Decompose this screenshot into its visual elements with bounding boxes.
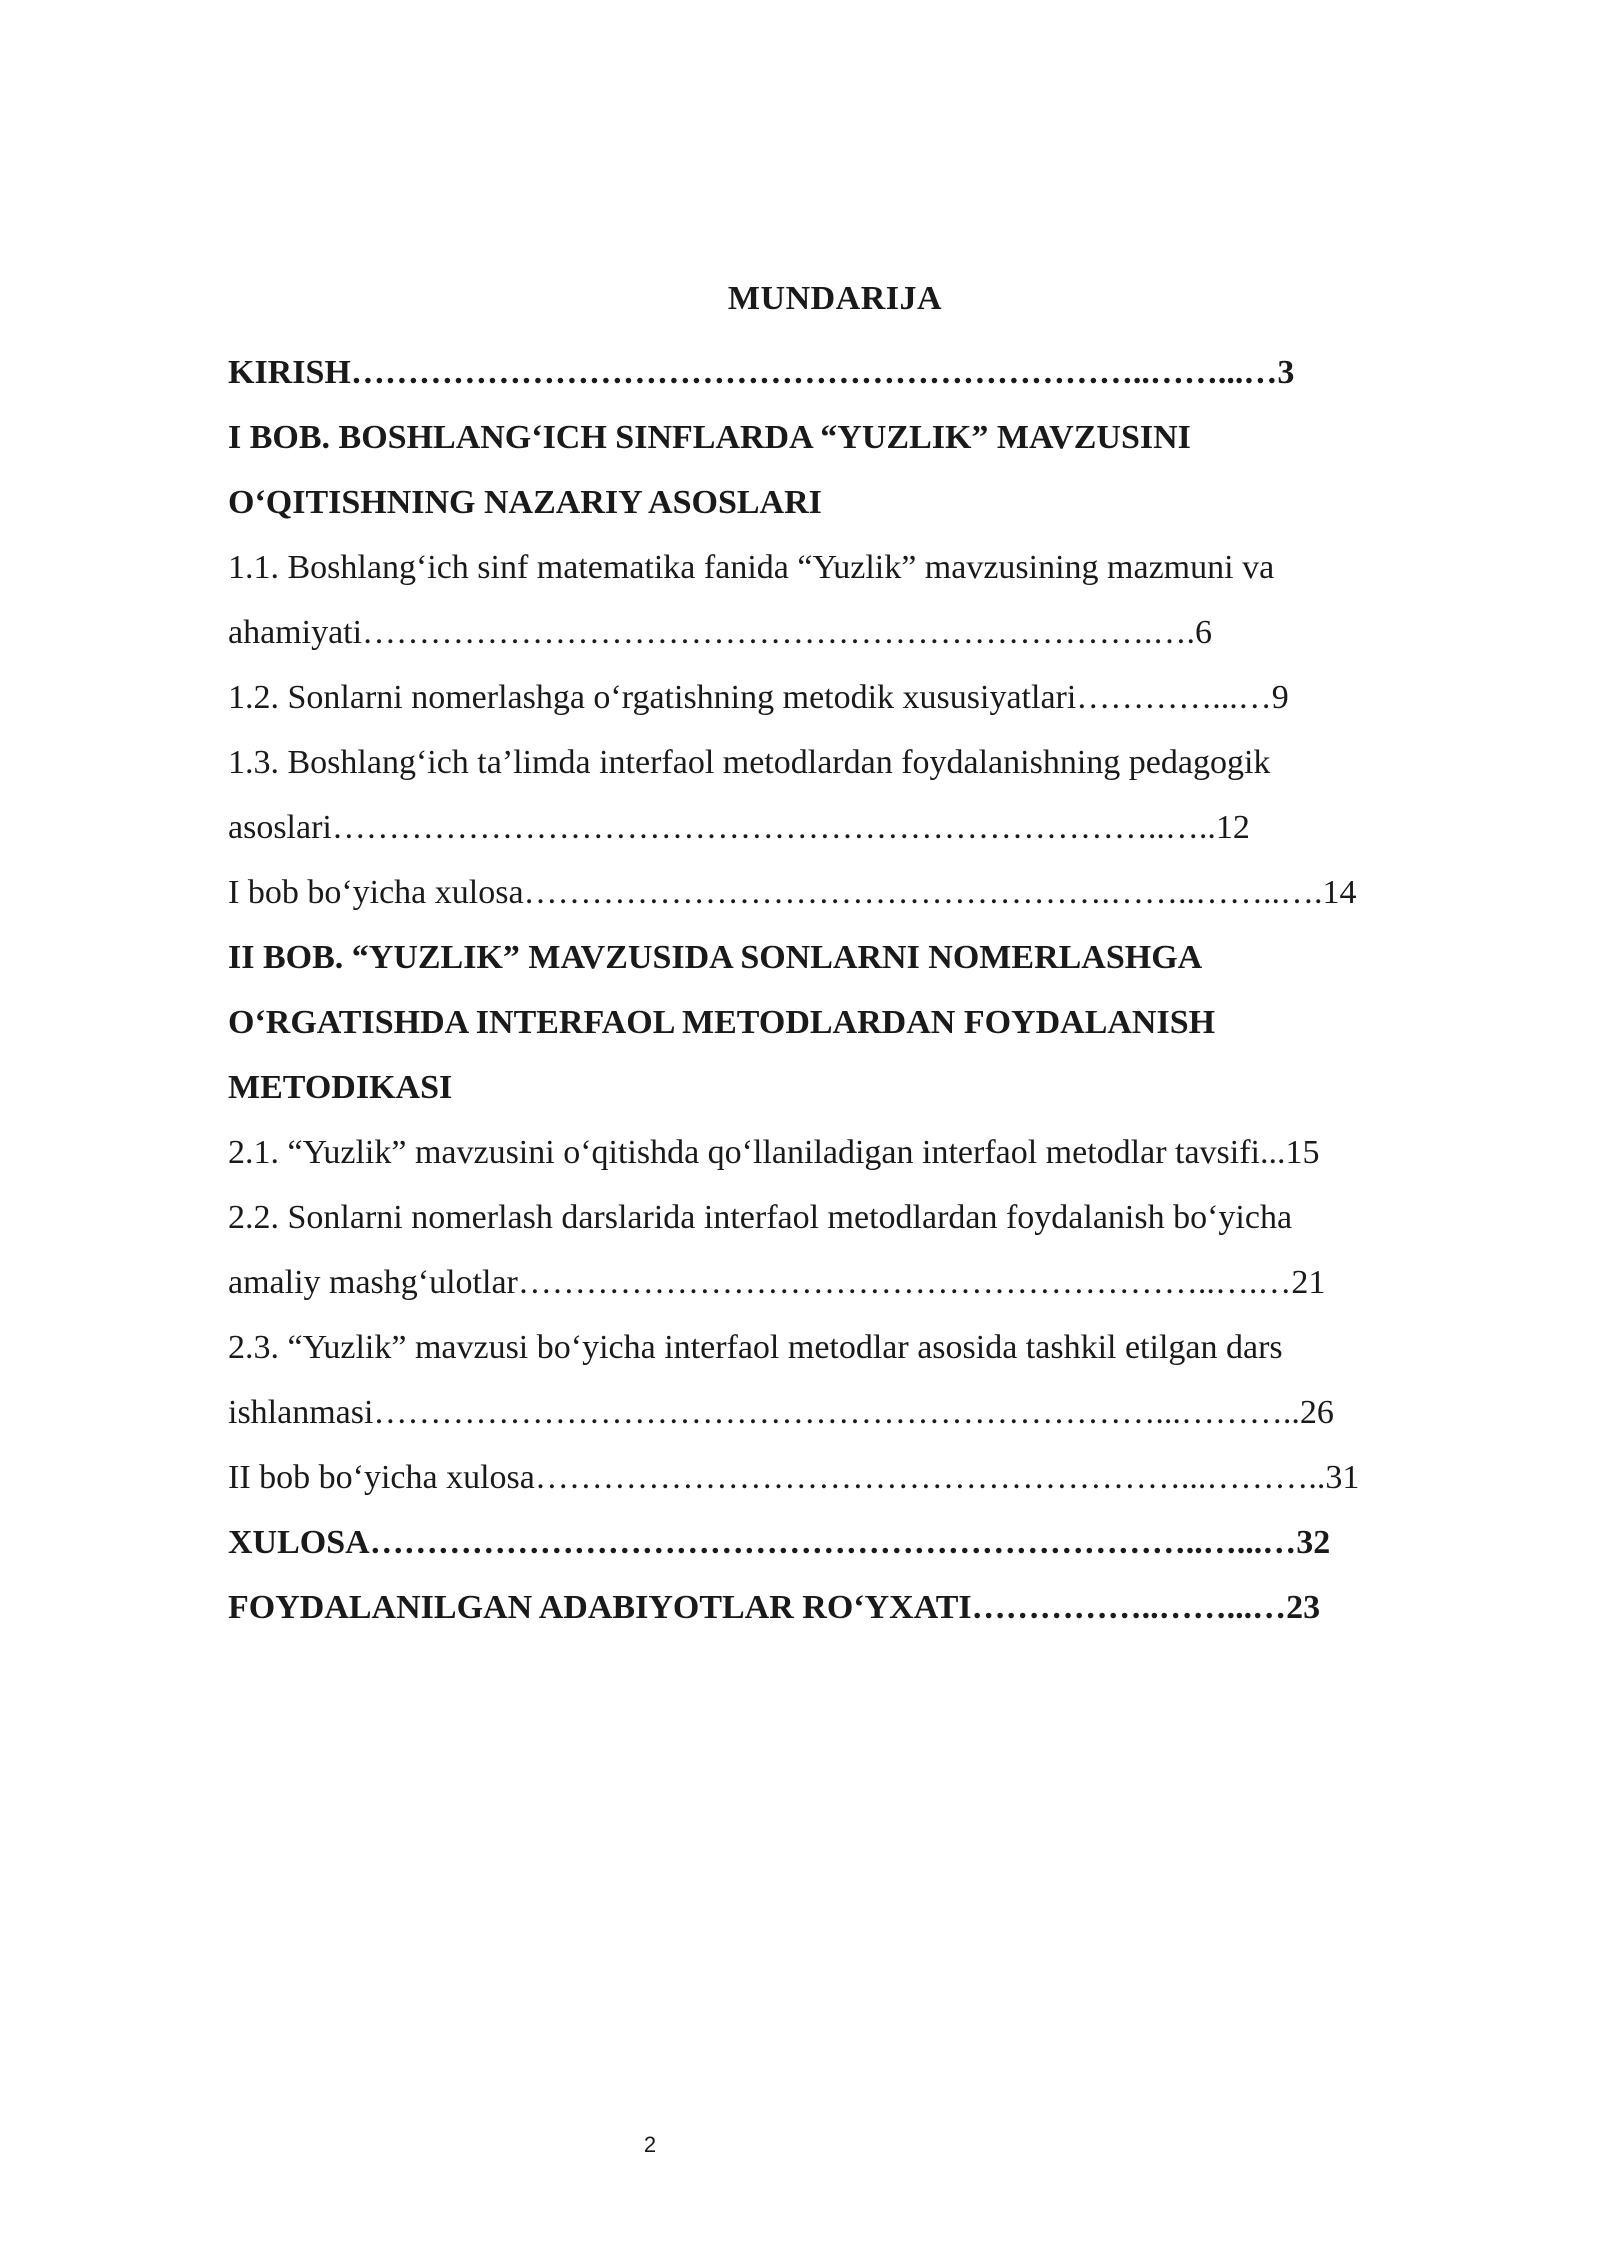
page-number: 2: [643, 2132, 657, 2157]
toc-line-chapter-1-heading-cont: O‘QITISHNING NAZARIY ASOSLARI: [228, 484, 822, 521]
toc-line-chapter-2-heading: II BOB. “YUZLIK” MAVZUSIDA SONLARNI NOMERLASHGA: [228, 939, 1203, 976]
toc-line-section-2-3-cont: ishlanmasi……………………………………………………………...………..26: [228, 1394, 1334, 1431]
toc-line-section-2-2-cont: amaliy mashg‘ulotlar……………………………………………………..….…21: [228, 1264, 1326, 1301]
toc-line-references: FOYDALANILGAN ADABIYOTLAR RO‘YXATI……………..……...…23: [228, 1589, 1321, 1626]
toc-line-section-2-2: 2.2. Sonlarni nomerlash darslarida interfaol metodlardan foydalanish bo‘yicha: [228, 1199, 1293, 1236]
toc-line-section-2-1: 2.1. “Yuzlik” mavzusini o‘qitishda qo‘llaniladigan interfaol metodlar tavsifi...15: [228, 1134, 1320, 1171]
toc-line-section-1-1-cont: ahamiyati…………………………………………………………….….6: [228, 614, 1213, 651]
toc-line-chapter-2-heading-cont-2: METODIKASI: [228, 1069, 453, 1106]
toc-line-section-1-3-cont: asoslari………………………………………………………………..…..12: [228, 809, 1250, 846]
table-of-contents: [228, 340, 1438, 1640]
toc-line-chapter-1-summary: I bob bo‘yicha xulosa…………………………………………….……..……..….14: [228, 874, 1357, 911]
toc-line-section-1-3: 1.3. Boshlang‘ich ta’limda interfaol metodlardan foydalanishning pedagogik: [228, 744, 1271, 781]
toc-line-chapter-2-summary: II bob bo‘yicha xulosa…………………………………………………...………..31: [228, 1459, 1360, 1496]
toc-line-conclusion: XULOSA………………………………………………………………..…...…32: [228, 1524, 1331, 1561]
toc-line-introduction: KIRISH……………………………………………………………..……...…3: [228, 354, 1295, 391]
toc-line-chapter-1-heading: I BOB. BOSHLANG‘ICH SINFLARDA “YUZLIK” MAVZUSINI: [228, 419, 1191, 456]
toc-line-section-2-3: 2.3. “Yuzlik” mavzusi bo‘yicha interfaol metodlar asosida tashkil etilgan dars: [228, 1329, 1283, 1366]
toc-line-section-1-1: 1.1. Boshlang‘ich sinf matematika fanida “Yuzlik” mavzusining mazmuni va: [228, 549, 1275, 586]
toc-line-section-1-2: 1.2. Sonlarni nomerlashga o‘rgatishning metodik xususiyatlari…………...…9: [228, 679, 1289, 716]
toc-title: MUNDARIJA: [727, 280, 943, 317]
toc-line-chapter-2-heading-cont: O‘RGATISHDA INTERFAOL METODLARDAN FOYDALANISH: [228, 1004, 1216, 1041]
